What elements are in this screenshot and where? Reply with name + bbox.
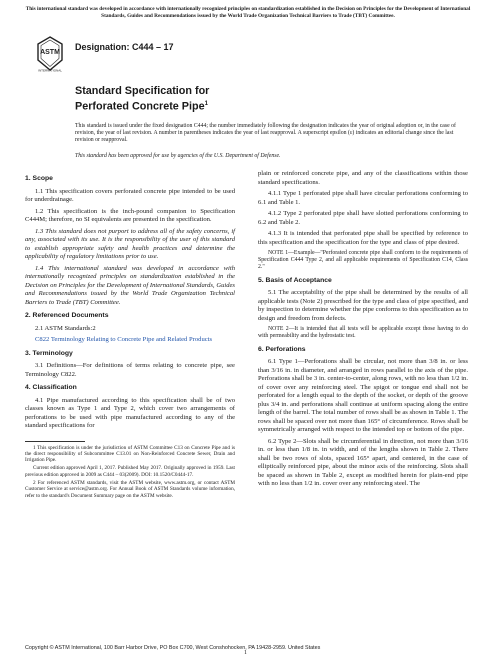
designation: Designation: C444 – 17 bbox=[75, 42, 174, 52]
section-heading-basis-of-acceptance: 5. Basis of Acceptance bbox=[258, 276, 332, 284]
paragraph-4-1: 4.1 Pipe manufactured according to this specification shall be of two classes known as Type 1 and Type 2, which cover two arrangements of perforations to be used with pipe manufactured according to any of the standard specifications for bbox=[25, 396, 235, 429]
paragraph-3-1: 3.1 Definitions—For definitions of terms relating to concrete pipe, see Terminology C822. bbox=[25, 362, 235, 378]
paragraph-6-1: 6.1 Type 1—Perforations shall be circular, not more than 3/8 in. or less than 3/16 in. in diameter, and arranged in rows parallel to the axis of the pipe. Perforations shall be 3 in. center-to-center, along rows, with no less than 1/2 in. of cover over any reinforcing steel. The spigot or tongue end shall not be perforated for a length equal to the depth of the socket, or depth of the groove plus 3/4 in. and perforations shall continue at uniform spacing along the entire length of the barrel. The total number of rows shall be as shown in Table 1. The rows shall be spaced over not more than 165° of circumference. Rows shall be symmetrically arranged with respect to the intended top or bottom of the pipe. bbox=[258, 358, 468, 434]
section-heading-perforations: 6. Perforations bbox=[258, 345, 306, 353]
paragraph-4-1-1: 4.1.1 Type 1 perforated pipe shall have circular perforations conforming to 6.1 and Table 1. bbox=[258, 190, 468, 206]
paragraph-1-2: 1.2 This specification is the inch-pound companion to Specification C444M; therefore, no SI equivalents are presented in the specification. bbox=[25, 207, 235, 223]
section-heading-terminology: 3. Terminology bbox=[25, 349, 73, 357]
section-heading-classification: 4. Classification bbox=[25, 384, 77, 391]
reference-code-link[interactable]: C822 bbox=[35, 336, 50, 343]
footnote-1-edition: Current edition approved April 1, 2017. Published May 2017. Originally approved in 1959. Last previous edition approved in 2009 as C444 – 03(2009). DOI: 10.1520/C0444-17. bbox=[25, 465, 235, 478]
tbt-notice: This international standard was developed in accordance with internationally recognized principles on standardization established in the Decision on Principles for the Development of International Standards, Guides and Recommendations issued by the World Trade Organization Technical Barriers to Trade (TBT) Committee. bbox=[25, 6, 471, 19]
right-column bbox=[258, 170, 468, 492]
svg-text:INTERNATIONAL: INTERNATIONAL bbox=[38, 68, 62, 72]
copyright-footer: Copyright © ASTM International, 100 Barr Harbor Drive, PO Box C700, West Conshohocken, PA 19428-2959. United States bbox=[25, 645, 321, 651]
page-number: 1 bbox=[244, 650, 247, 656]
issuance-statement: This standard is issued under the fixed designation C444; the number immediately following the designation indicates the year of original adoption or, in the case of revision, the year of last revision. A number in parentheses indicates the year of last reapproval. A superscript epsilon (ε) indicates an editorial change since the last revision or reapproval. bbox=[75, 123, 456, 144]
paragraph-5-1: 5.1 The acceptability of the pipe shall be determined by the results of all applicable tests (Note 2) prescribed for the type and class of pipe specified, and by inspection to determine whether the pipe conforms to this specification as to design and freedom from defects. bbox=[258, 289, 468, 322]
paragraph-6-2: 6.2 Type 2—Slots shall be circumferential in direction, not more than 3/16 in. or less than 1/8 in. in width, and of the lengths shown in Table 2. There shall be two rows of slots, spaced 165° apart, and centered, in the case of elliptically reinforced pipe, about the minor axis of the reinforcing. Slots shall be spaced as shown in Table 2, except as modified herein for plain-end pipe with no less than 1/2 in. cover over any reinforcing steel. The bbox=[258, 437, 468, 488]
paragraph-4-1-3: 4.1.3 It is intended that perforated pipe shall be specified by reference to this specification and the specification for the type and class of pipe desired. bbox=[258, 230, 468, 246]
svg-text:ASTM: ASTM bbox=[40, 49, 60, 56]
paragraph-1-4: 1.4 This international standard was developed in accordance with internationally recognized principles on standardization established in the Decision on Principles for the Development of International Standards, Guides and Recommendations issued by the World Trade Organization Technical Barriers to Trade (TBT) Committee. bbox=[25, 264, 235, 306]
paragraph-4-1-continued: plain or reinforced concrete pipe, and any of the classifications within those standard specifications. bbox=[258, 170, 468, 186]
dod-approval-statement: This standard has been approved for use by agencies of the U.S. Department of Defense. bbox=[75, 153, 281, 159]
paragraph-1-1: 1.1 This specification covers perforated concrete pipe intended to be used for underdrainage. bbox=[25, 187, 235, 203]
footnote-1: 1 This specification is under the jurisdiction of ASTM Committee C13 on Concrete Pipe and is the direct responsibility of Subcommittee C13.01 on Non-Reinforced Concrete Sewer, Drain and Irrigation Pipe. bbox=[25, 444, 235, 464]
title-footnote-ref[interactable]: 1 bbox=[204, 101, 208, 107]
paragraph-4-1-2: 4.1.2 Type 2 perforated pipe shall have slotted perforations conforming to 6.2 and Table 2. bbox=[258, 210, 468, 226]
note-1: NOTE 1—Example—"Perforated concrete pipe shall conform to the requirements of Specification C444 Type 2, and all applicable requirements of Specification C14, Class 2." bbox=[258, 250, 468, 271]
section-heading-referenced-documents: 2. Referenced Documents bbox=[25, 312, 109, 319]
title-line-2: Perforated Concrete Pipe$^1$ bbox=[75, 100, 208, 113]
footnote-divider bbox=[25, 441, 85, 442]
left-column bbox=[25, 170, 235, 501]
footnote-2: 2 For referenced ASTM standards, visit the ASTM website, www.astm.org, or contact ASTM Customer Service at service@astm.org. For Annual Book of ASTM Standards volume information, refer to the standard's Document Summary page on the ASTM website. bbox=[25, 479, 235, 499]
section-heading-scope: 1. Scope bbox=[25, 175, 53, 182]
paragraph-1-3: 1.3 This standard does not purport to address all of the safety concerns, if any, associated with its use. It is the responsibility of the user of this standard to establish appropriate safety and health practices and determine the applicability of regulatory limitations prior to use. bbox=[25, 227, 235, 260]
document-title bbox=[75, 85, 209, 114]
astm-logo bbox=[36, 36, 64, 72]
note-2: NOTE 2—It is intended that all tests will be applicable except those having to do with permeability and the hydrostatic test. bbox=[258, 326, 468, 340]
reference-title-link[interactable]: Terminology Relating to Concrete Pipe and Related Products bbox=[50, 336, 213, 343]
reference-c822[interactable] bbox=[25, 336, 235, 345]
paragraph-2-1: 2.1 ASTM Standards:2 bbox=[35, 324, 96, 332]
title-line-1: Standard Specification for bbox=[75, 85, 210, 97]
